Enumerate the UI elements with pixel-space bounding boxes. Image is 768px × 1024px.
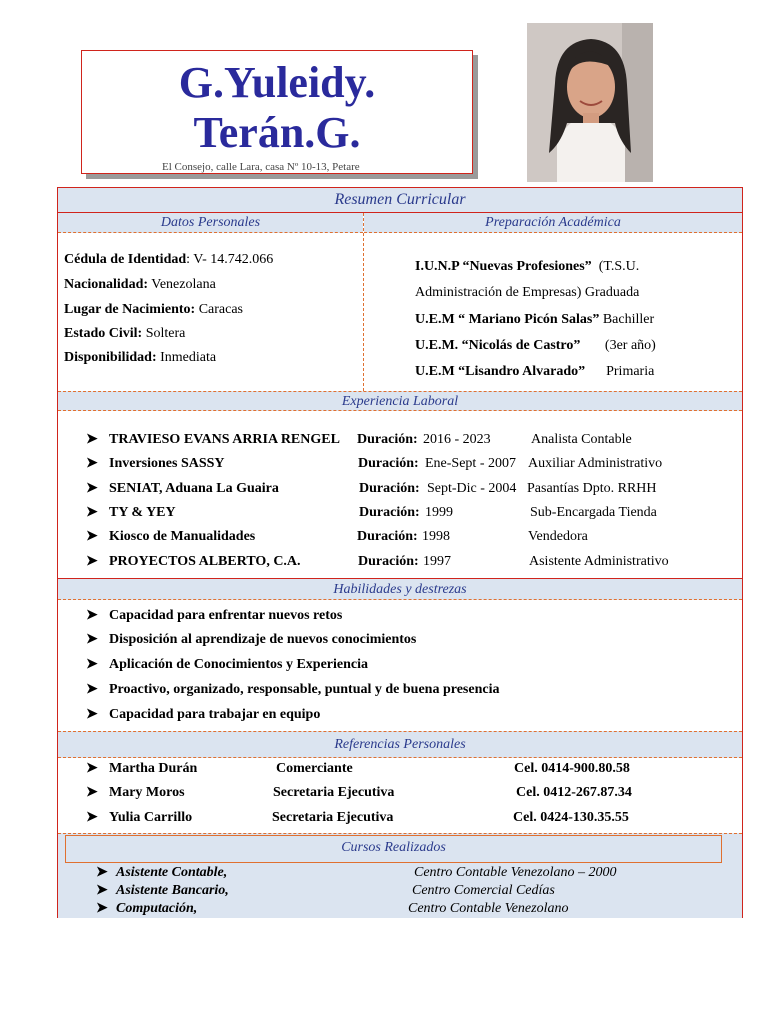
job-role: Auxiliar Administrativo [528, 456, 663, 471]
arrow-bullet-icon: ➤ [86, 554, 98, 569]
company-name: TRAVIESO EVANS ARRIA RENGEL [109, 432, 340, 447]
heading-experiencia-laboral: Experiencia Laboral [58, 391, 742, 411]
reference-name: Martha Durán [109, 761, 198, 776]
column-divider [363, 213, 364, 391]
company-name: Kiosco de Manualidades [109, 529, 256, 544]
course-name: Asistente Bancario, [116, 883, 229, 898]
reference-job: Secretaria Ejecutiva [273, 785, 395, 800]
course-place: Centro Comercial Cedías [412, 883, 555, 898]
education-item: U.E.M. “Nicolás de Castro” (3er año) [415, 338, 656, 353]
arrow-bullet-icon: ➤ [86, 529, 98, 544]
company-name: Inversiones SASSY [109, 456, 225, 471]
arrow-bullet-icon: ➤ [86, 785, 98, 800]
heading-resumen: Resumen Curricular [58, 188, 742, 213]
arrow-bullet-icon: ➤ [86, 608, 98, 623]
course-name: Computación, [116, 901, 198, 916]
arrow-bullet-icon: ➤ [86, 682, 98, 697]
name-line-2: Terán.G. [193, 108, 361, 157]
reference-phone: Cel. 0412-267.87.34 [516, 785, 632, 800]
portrait-photo [527, 23, 653, 182]
duration-period: 1997 [423, 554, 451, 569]
duration-label: Duración: [357, 529, 418, 544]
arrow-bullet-icon: ➤ [96, 883, 108, 898]
duration-label: Duración: [357, 432, 418, 447]
heading-preparacion-academica: Preparación Académica [364, 213, 742, 233]
reference-job: Comerciante [276, 761, 353, 776]
course-place: Centro Contable Venezolano – 2000 [414, 865, 617, 880]
reference-phone: Cel. 0424-130.35.55 [513, 810, 629, 825]
reference-job: Secretaria Ejecutiva [272, 810, 394, 825]
reference-name: Yulia Carrillo [109, 810, 193, 825]
education-item: I.U.N.P “Nuevas Profesiones” (T.S.U. [415, 259, 640, 274]
skill-text: Disposición al aprendizaje de nuevos conocimientos [109, 632, 417, 647]
field-estado-civil: Estado Civil: Soltera [64, 326, 186, 341]
duration-period: Sept-Dic - 2004 [427, 481, 517, 496]
heading-habilidades: Habilidades y destrezas [58, 578, 742, 600]
arrow-bullet-icon: ➤ [96, 865, 108, 880]
arrow-bullet-icon: ➤ [86, 657, 98, 672]
job-role: Sub-Encargada Tienda [530, 505, 657, 520]
arrow-bullet-icon: ➤ [86, 707, 98, 722]
heading-datos-personales: Datos Personales [58, 213, 363, 233]
heading-referencias: Referencias Personales [58, 731, 742, 758]
job-role: Asistente Administrativo [529, 554, 669, 569]
field-disponibilidad: Disponibilidad: Inmediata [64, 350, 217, 365]
duration-label: Duración: [358, 456, 419, 471]
course-place: Centro Contable Venezolano [408, 901, 569, 916]
duration-period: 2016 - 2023 [423, 432, 491, 447]
arrow-bullet-icon: ➤ [86, 456, 98, 471]
arrow-bullet-icon: ➤ [86, 432, 98, 447]
education-item: U.E.M “Lisandro Alvarado” Primaria [415, 364, 655, 379]
education-item: U.E.M “ Mariano Picón Salas” Bachiller [415, 312, 655, 327]
duration-label: Duración: [358, 554, 419, 569]
field-nacionalidad: Nacionalidad: Venezolana [64, 277, 216, 292]
cv-frame [57, 187, 743, 918]
course-name: Asistente Contable, [116, 865, 228, 880]
duration-period: Ene-Sept - 2007 [425, 456, 516, 471]
skill-text: Capacidad para trabajar en equipo [109, 707, 321, 722]
arrow-bullet-icon: ➤ [86, 761, 98, 776]
field-lugar-nacimiento: Lugar de Nacimiento: Caracas [64, 302, 243, 317]
arrow-bullet-icon: ➤ [86, 481, 98, 496]
reference-phone: Cel. 0414-900.80.58 [514, 761, 630, 776]
name-box [81, 50, 473, 174]
name-line-1: G.Yuleidy. [178, 58, 376, 107]
arrow-bullet-icon: ➤ [86, 505, 98, 520]
skill-text: Aplicación de Conocimientos y Experiencia [109, 657, 368, 672]
heading-cursos: Cursos Realizados [65, 835, 722, 863]
duration-label: Duración: [359, 505, 420, 520]
duration-period: 1999 [425, 505, 453, 520]
skill-text: Proactivo, organizado, responsable, puntual y de buena presencia [109, 682, 500, 697]
duration-label: Duración: [359, 481, 420, 496]
job-role: Analista Contable [531, 432, 632, 447]
address-text: El Consejo, calle Lara, casa Nº 10-13, Petare [162, 161, 360, 173]
job-role: Vendedora [528, 529, 588, 544]
skill-text: Capacidad para enfrentar nuevos retos [109, 608, 343, 623]
company-name: PROYECTOS ALBERTO, C.A. [109, 554, 301, 569]
arrow-bullet-icon: ➤ [96, 901, 108, 916]
arrow-bullet-icon: ➤ [86, 810, 98, 825]
field-cedula: Cédula de Identidad: V- 14.742.066 [64, 252, 274, 267]
portrait-icon [527, 23, 653, 182]
duration-period: 1998 [422, 529, 450, 544]
education-item: Administración de Empresas) Graduada [415, 285, 640, 300]
reference-name: Mary Moros [109, 785, 185, 800]
company-name: TY & YEY [109, 505, 176, 520]
arrow-bullet-icon: ➤ [86, 632, 98, 647]
job-role: Pasantías Dpto. RRHH [527, 481, 657, 496]
company-name: SENIAT, Aduana La Guaira [109, 481, 279, 496]
